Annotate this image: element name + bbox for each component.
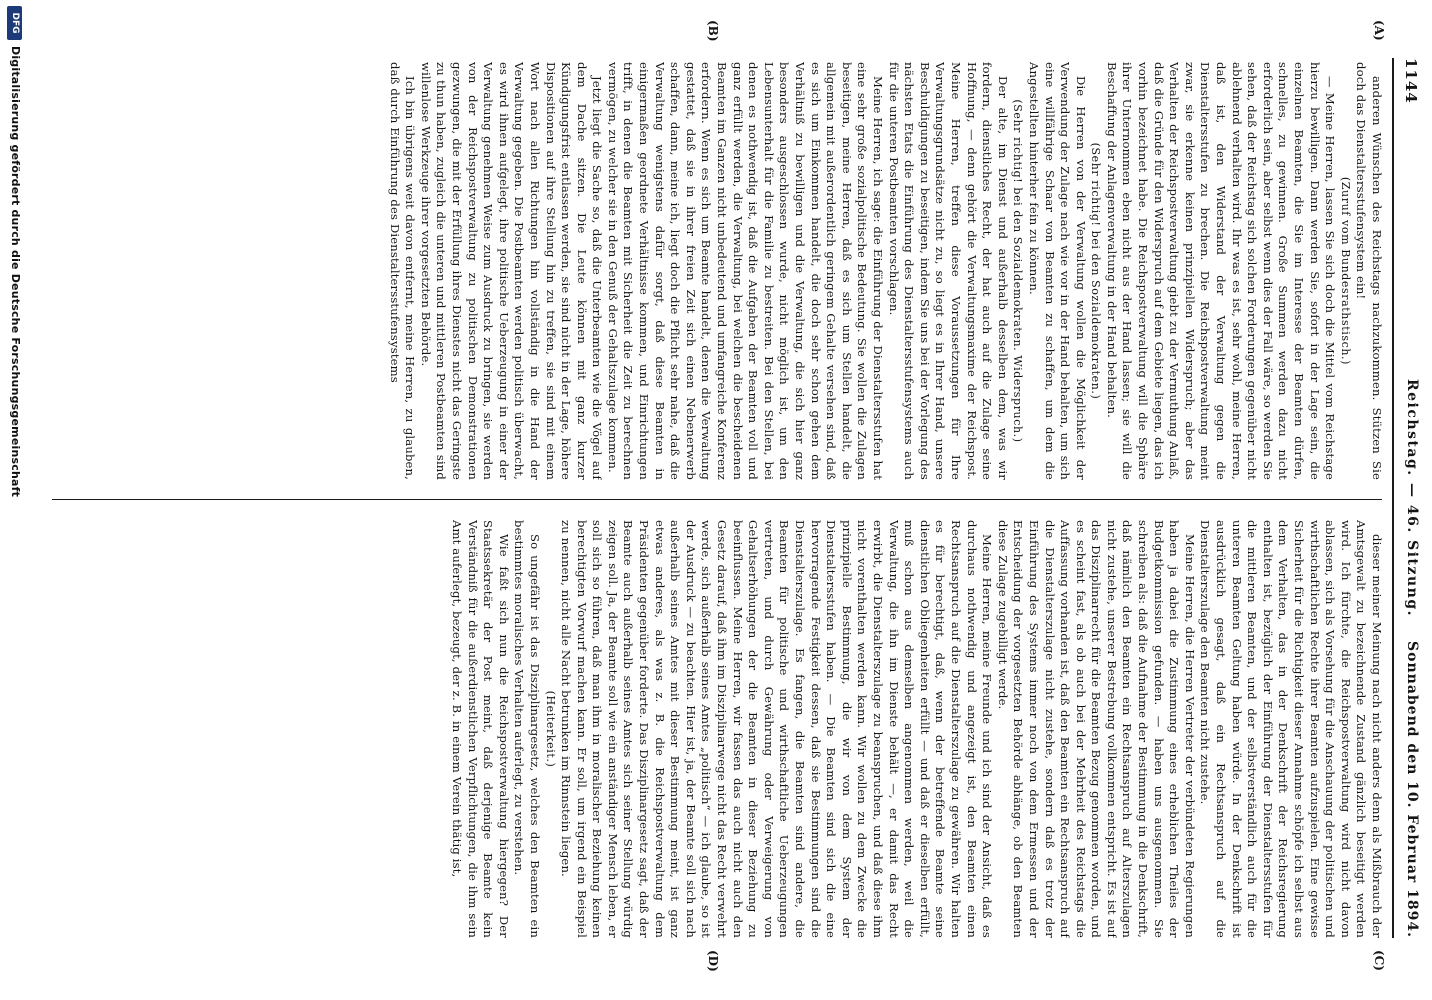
left-paragraph: Der alte, im Dienst und außerhalb desselben dem, was wir fordern, dienstliches Recht, der hat auch auf die Zulage seine Hoffnung, — denn gehört die Verwaltungsmaxime der Reichspost. Meine Herren, treffen diese Voraussetzungen für Ihre Verwaltungsgrundsätze nicht zu, so liegt es in Ihrer Hand, unsere Beschuldigungen zu beseitigen, indem Sie uns bei der Vorlegung des nächsten Etats die Einführung des Dienstaltersstufensystems auch für die unteren Postbeamten vorschlagen. bbox=[886, 62, 1010, 480]
session-date: Sonnabend den 10. Februar 1894. bbox=[1404, 641, 1420, 938]
digitization-credit bbox=[2, 0, 28, 1000]
header-rule bbox=[1393, 58, 1395, 938]
left-paragraph: — Meine Herren, lassen Sie sich doch die Mittel vom Reichstage hierzu bewilligen. Dann werden Sie, sofort in der Lage sein, die einzelnen Beamten, die Sie im Interesse der Beamten dürfen, schnelles, zu gewinnen. Große Summen werden dazu nicht erforderlich sein, aber selbst wenn dies der Fall wäre, so werden Sie sehen, daß der Reichstag sich solchen Forderungen gegenüber nicht ablehnend verhalten wird. Ihr was es ist, sehr wohl, meine Herren, daß ist, den Widerstand der Verwaltung gegen die Dienstaltersstufen zu brechen. Die Reichspostverwaltung meint zwar, sie erkenne keinen prinzipiellen Widerspruch; aber das Verhalten der Reichspostverwaltung giebt zu der Vermuthung Anlaß, daß die Gründe für den Widerspruch auf dem Gebiete liegen, das ich vorhin bezeichnet habe. Die Reichspostverwaltung will die Sphäre ihrer Unternommen eben nicht aus der Hand lassen; sie will die Beschaffung der Anlagenverwaltung in der Hand behalten. bbox=[1104, 62, 1338, 480]
right-paragraph: Meine Herren, die Herren Vertreter der verbündeten Regierungen haben ja dabei die Zustimmung eines erheblichen Theiles der Budgetkommission gefunden. — haben uns ausgenommen. Sie schreiben als: daß die Aufnahme der Bestimmung in die Denkschrift, daß nämlich den Beamten ein Rechtsanspruch auf Alterszulagen nicht zustehe, unserer Bestrebung vollkommen entspricht. Es ist auf das Disziplinarrecht für die Beamten Bezug genommen worden, und es scheint fast, als ob auch bei der Mehrheit des Reichstags die Auffassung vorhanden ist, daß den Beamten ein Rechtsanspruch auf die Dienstalterszulage nicht zustehe, sondern daß es trotz der Einführung des Systems immer noch von dem Ermessen und der Entscheidung der vorgesetzten Behörde abhänge, ob den Beamten diese Zulage zugebilligt werde. bbox=[995, 520, 1197, 938]
right-column bbox=[44, 520, 1384, 938]
dfg-logo: DFG bbox=[7, 6, 22, 40]
left-column bbox=[44, 62, 1384, 480]
margin-marker-a: (A) bbox=[1372, 20, 1386, 41]
right-interjection: (Heiterkeit.) bbox=[543, 690, 557, 768]
left-interjection: (Sehr richtig! bei den Sozialdemokraten. Widerspruch.) bbox=[1011, 99, 1025, 443]
credit-text: Digitalisierung gefördert durch die Deutsche Forschungsgemeinschaft bbox=[9, 46, 22, 498]
left-paragraph: anderen Wünschen des Reichstags nachzukommen. Stützen Sie doch das Dienstaltersstufensystem ein! bbox=[1354, 62, 1384, 480]
left-paragraph: Ich bin übrigens weit davon entfernt, meine Herren, zu glauben, daß durch Einführung des Dienstaltersstufensystems bbox=[387, 62, 418, 480]
page-header bbox=[1390, 58, 1420, 938]
left-paragraph: Die Herren von der Verwaltung wollen die Möglichkeit der Verwendung der Zulage nach wie vor in der Hand behalten, um sich eine willfährige Schaar von Beamten zu schaffen, um dem die Angestellten hinterher fein zu können. bbox=[1026, 62, 1088, 480]
column-divider bbox=[52, 499, 1382, 500]
page-number: 1144 bbox=[1402, 58, 1420, 104]
margin-marker-b: (B) bbox=[706, 20, 720, 42]
right-paragraph: So ungefähr ist das Disziplinargesetz, welches den Beamten ein bestimmtes moralisches Verhalten auferlegt, zu verstehen. bbox=[512, 520, 542, 938]
left-interjection: (Zuruf vom Bundesrathstisch.) bbox=[1338, 176, 1352, 366]
left-paragraph: Jetzt liegt die Sache so, daß die Unterbeamten wie die Vögel auf dem Dache sitzen. Die Leute können mit ganz kurzer Kündigungsfrist entlassen werden, sie sind nicht in der Lage, höhere Dispositionen auf ihre Stellung hin zu treffen, sie sind mit einem Wort nach allen Richtungen hin vollständig in die Hand der Verwaltung gegeben. Die Postbeamten werden politisch überwacht, es wird ihnen aufgelegt, ihre politische Ueberzeugung in einer der Verwaltung genehmen Weise zum Ausdruck zu bringen, sie werden von der Reichspostverwaltung zu politischen Demonstrationen gezwungen, die mit der Erfüllung ihres Dienstes nicht das Geringste zu thun haben, zugleich die unteren und mittleren Postbeamten sind willenlose Werkzeuge ihrer vorgesetzten Behörde. bbox=[418, 62, 605, 480]
left-interjection: (Sehr richtig! bei den Sozialdemokraten.) bbox=[1089, 142, 1103, 400]
right-paragraph: Meine Herren, meine Freunde und ich sind der Ansicht, daß es durchaus nothwendig und angezeigt ist, den Beamten einen Rechtsanspruch auf die Dienstalterszulage zu gewähren. Wir halten es für berechtigt, daß, wenn der betreffende Beamte seine dienstlichen Obliegenheiten erfüllt — und daß er dieselben erfüllt, muß schon aus demselben angenommen werden, weil die Verwaltung, die ihn im Dienste behält —, er damit das Recht erwirbt, die Dienstalterszulage zu beanspruchen, und daß diese ihm nicht vorenthalten werden kann. Wir wollen zu dem Zwecke die prinzipielle Bestimmung, die wir von dem System der Dienstaltersstufen haben. — Die Beamten sind sich die eine hervorragende Festigkeit dessen, daß sie Bestimmungen sind die Dienstalterszulage. Es fangen, die Beamten sind andere, die Beamten für politische und wirthschaftliche Ueberzeugungen vertreten, und durch Gewährung oder Verweigerung von Gehaltserhöhungen der die Beamten in dieser Beziehung zu beeinflussen. Meine Herren, wir fassen das auch nicht auch den Gesetz darauf, daß ihm im Disziplinarwege nicht das Recht verwehrt werde, sich außerhalb seines Amtes „politisch“ — ich glaube, so ist der Ausdruck — zu beachten. Hier ist, ja, der Beamte soll sich nach außerhalb seines Amtes mit dieser Bestimmung meint, ist ganz etwas anderes, als was z. B. die Reichspostverwaltung dem Präsidenten gegenüber forderte. Das Disziplinargesetz sagt, daß der Beamte auch außerhalb seines Amtes sich seiner Stellung würdig zeigen soll. Ja, der Beamte soll wie ein anständiger Mensch leben, er soll sich so führen, daß man ihm in moralischer Beziehung keinen berechtigten Vorwurf machen kann. Er soll, um irgend ein Beispiel zu nennen, nicht alle Nacht betrunken im Rinnstein liegen. bbox=[559, 520, 995, 938]
margin-marker-c: (C) bbox=[1372, 950, 1386, 971]
right-paragraph: Wie faßt sich nun die Reichspostverwaltung hiergegen? Der Staatssekretär der Post meint, daß derjenige Beamte kein Verständniß für die außerdienstlichen Verpflichtungen, die ihm sein Amt auferlegt, bezeugt, der z. B. in einem Verein thätig ist, bbox=[449, 520, 511, 938]
margin-marker-d: (D) bbox=[706, 950, 720, 972]
left-paragraph: Meine Herren, ich sage: die Einführung der Dienstaltersstufen hat eine sehr große sozialpolitische Bedeutung. Sie wollen die Zulagen beseitigen, meine Herren, daß es sich um Stellen handelt, die allgemein mit außerordentlich geringem Gehalte versehen sind, daß es sich um Einkommen handelt, die doch sehr schon gehen dem Verhältniß zu bewilligen und die Verwaltung, die sich hier ganz besonders ausgeschlossen wurde, nicht möglich ist, um den Lebensunterhalt für die Familie zu bestreiten. Bei den Stellen, bei denen es nothwendig ist, daß die Aufgaben der Beamten voll und ganz erfüllt werden, die Verwaltung, bei welchen die bescheidenen Beamten im Ganzen nicht unbedeutend und umfangreiche Konferenz erfordern. Wenn es sich um Beamte handelt, denen die Verwaltung gestattet, daß sie in ihrer freien Zeit sich einen Nebenerwerb schaffen, dann, meine ich, liegt doch die Pflicht sehr nahe, daß die Verwaltung wenigstens dafür sorgt, daß diese Beamten in einigermaßen geordnete Verhältnisse kommen, und Einrichtungen trifft, in denen die Beamten mit Sicherheit die Zeit zu berechnen vermögen, zu welcher sie in den Genuß der Gehaltszulage kommen. bbox=[605, 62, 885, 480]
page-title: Reichstag. — 46. Sitzung. bbox=[1404, 379, 1420, 617]
right-paragraph: dieser meiner Meinung nach nicht anders denn als Mißbrauch der Amtsgewalt zu bezeichnende Zustand gänzlich beseitigt werden wird. Ich fürchte, die Reichspostverwaltung wird nicht davon ablassen, sich als Vorsehung für die Anschauung der politischen und wirthschaftlichen Rechte ihrer Beamten aufzuspielen. Eine gewisse Sicherheit für die Richtigkeit dieser Annahme schöpfe ich selbst aus dem Verhalten, das in der Denkschrift der Reichsregierung enthalten ist, bezüglich der Einführung der Dienstaltersstufen für die mittleren Beamten, und der selbstverständlich auch für die unteren Beamten Geltung haben würde. In der Denkschrift ist ausdrücklich gesagt, daß ein Rechtsanspruch auf die Dienstalterszulage den Beamten nicht zustehe. bbox=[1198, 520, 1384, 938]
